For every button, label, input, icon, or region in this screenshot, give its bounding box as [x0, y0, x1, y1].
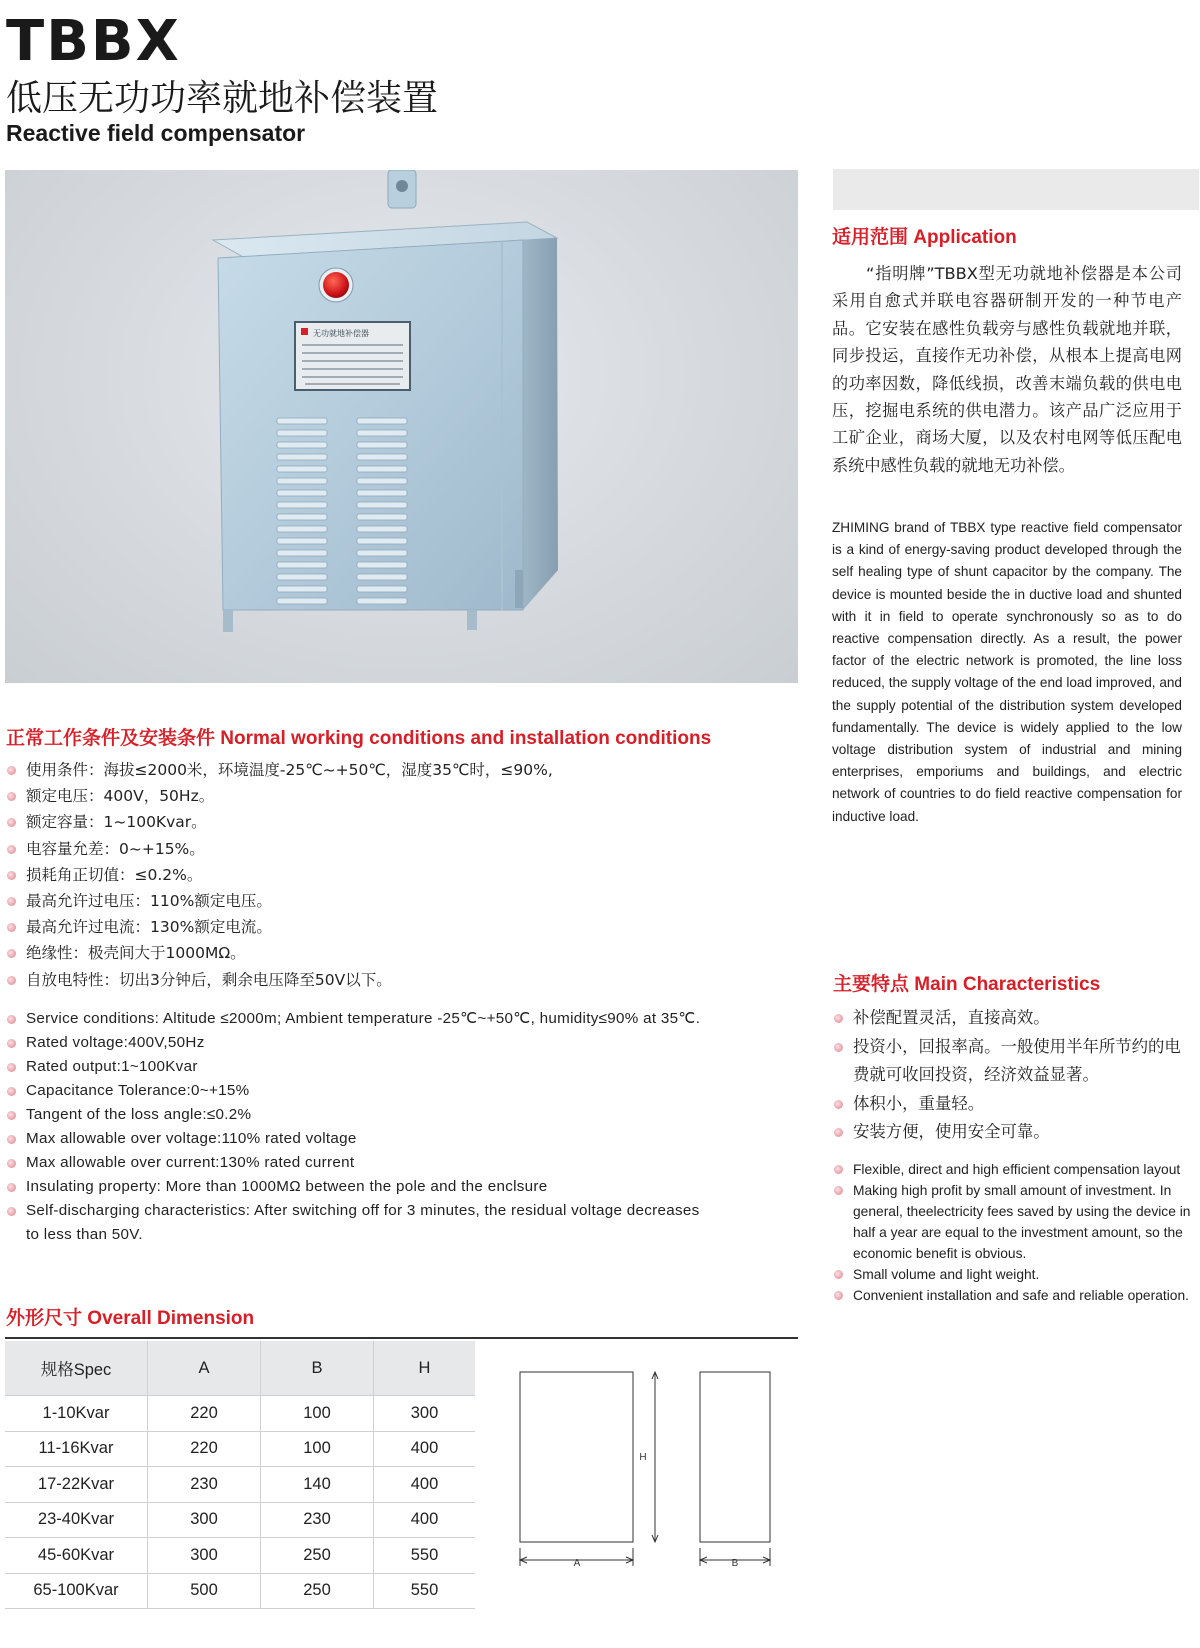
header-a: A	[148, 1341, 261, 1396]
louver-slat	[357, 478, 407, 484]
dimension-heading	[6, 1303, 254, 1330]
list-item: 安装方便，使用安全可靠。	[833, 1118, 1193, 1147]
cell-a: 220	[148, 1396, 261, 1432]
product-photo	[5, 170, 798, 683]
list-item: 损耗角正切值：≤0.2%。	[6, 862, 786, 888]
louver-slat	[357, 502, 407, 508]
conditions-heading	[6, 723, 711, 750]
front-view-outline	[520, 1372, 633, 1542]
product-title-cn: 低压无功功率就地补偿装置	[6, 78, 439, 119]
label-b: B	[731, 1558, 739, 1569]
dimension-heading-cn: 外形尺寸	[6, 1307, 83, 1329]
product-title-en: Reactive field compensator	[6, 120, 306, 146]
application-heading	[832, 222, 1017, 249]
louver-slat	[277, 466, 327, 472]
louver-slat	[277, 418, 327, 424]
application-text-cn: “指明牌”TBBX型无功就地补偿器是本公司采用自愈式并联电容器研制开发的一种节电产品。它安装在感性负载旁与感性负载就地并联，同步投运，直接作无功补偿，从根本上提高电网的功率因数，降低线损，改善末端负载的供电电压，挖掘电系统的供电潜力。该产品广泛应用于工矿企业，商场大厦，以及农村电网等低压配电系统中感性负载的就地无功补偿。	[832, 264, 1182, 475]
table-row	[5, 1573, 475, 1609]
louver-slat	[277, 598, 327, 604]
list-item: Max allowable over voltage:110% rated voltage	[6, 1127, 706, 1151]
conditions-heading-en: Normal working conditions and installation conditions	[220, 728, 712, 749]
cell-h: 550	[374, 1573, 476, 1609]
dimension-divider	[5, 1337, 798, 1339]
louver-slat	[357, 430, 407, 436]
cell-h: 300	[374, 1396, 476, 1432]
louver-slat	[277, 490, 327, 496]
cell-b: 100	[261, 1431, 374, 1467]
cell-b: 230	[261, 1502, 374, 1538]
louver-slat	[357, 442, 407, 448]
cell-b: 250	[261, 1573, 374, 1609]
cell-h: 550	[374, 1538, 476, 1574]
list-item: Max allowable over current:130% rated current	[6, 1151, 706, 1175]
cell-a: 300	[148, 1538, 261, 1574]
louver-slat	[357, 586, 407, 592]
list-item: 自放电特性：切出3分钟后，剩余电压降至50V以下。	[6, 967, 786, 993]
cell-spec: 11-16Kvar	[5, 1431, 148, 1467]
list-item: 电容量允差：0~+15%。	[6, 836, 786, 862]
cell-a: 300	[148, 1502, 261, 1538]
list-item: Rated output:1~100Kvar	[6, 1055, 706, 1079]
list-item: 额定电压：400V，50Hz。	[6, 783, 786, 809]
dimension-table	[5, 1341, 475, 1609]
application-heading-cn: 适用范围	[832, 226, 909, 248]
dimension-heading-en: Overall Dimension	[87, 1308, 255, 1329]
list-item: 补偿配置灵活，直接高效。	[833, 1004, 1193, 1033]
characteristics-list-en	[833, 1159, 1199, 1306]
louver-slat	[357, 418, 407, 424]
louver-slat	[277, 454, 327, 460]
table-row	[5, 1467, 475, 1503]
conditions-list-en	[6, 1007, 706, 1247]
list-item: 使用条件：海拔≤2000米，环境温度-25℃~+50℃，湿度35℃时，≤90%,	[6, 757, 786, 783]
list-item: 最高允许过电流：130%额定电流。	[6, 914, 786, 940]
table-row	[5, 1396, 475, 1432]
louver-slat	[357, 454, 407, 460]
side-view-outline	[700, 1372, 770, 1542]
application-heading-en: Application	[913, 227, 1017, 248]
cell-a: 220	[148, 1431, 261, 1467]
list-item: Self-discharging characteristics: After switching off for 3 minutes, the residual voltage decreases to less than 50V.	[6, 1199, 706, 1247]
louver-slat	[357, 514, 407, 520]
cell-spec: 65-100Kvar	[5, 1573, 148, 1609]
list-item: 额定容量：1~100Kvar。	[6, 809, 786, 835]
table-row	[5, 1502, 475, 1538]
cell-b: 100	[261, 1396, 374, 1432]
louver-slat	[277, 478, 327, 484]
list-item: Service conditions: Altitude ≤2000m; Ambient temperature -25℃~+50℃, humidity≤90% at 35℃.	[6, 1007, 706, 1031]
louver-slat	[357, 526, 407, 532]
characteristics-heading-cn: 主要特点	[833, 973, 910, 995]
louver-slat	[277, 502, 327, 508]
dimension-drawing	[505, 1370, 805, 1610]
header-spec: 规格Spec	[5, 1341, 148, 1396]
nameplate-title: 无功就地补偿器	[313, 329, 369, 338]
table-row	[5, 1538, 475, 1574]
list-item: Rated voltage:400V,50Hz	[6, 1031, 706, 1055]
characteristics-list-cn	[833, 1004, 1193, 1147]
model-code: TBBX	[6, 9, 181, 74]
cell-h: 400	[374, 1431, 476, 1467]
cell-spec: 1-10Kvar	[5, 1396, 148, 1432]
louver-slat	[357, 466, 407, 472]
cell-h: 400	[374, 1467, 476, 1503]
louver-slat	[357, 490, 407, 496]
decorative-bar	[833, 169, 1199, 210]
cell-spec: 17-22Kvar	[5, 1467, 148, 1503]
conditions-list-cn	[6, 757, 786, 993]
cell-spec: 23-40Kvar	[5, 1502, 148, 1538]
list-item: 投资小，回报率高。一般使用半年所节约的电费就可收回投资，经济效益显著。	[833, 1033, 1193, 1090]
list-item: Flexible, direct and high efficient compensation layout	[833, 1159, 1199, 1180]
conditions-heading-cn: 正常工作条件及安装条件	[6, 727, 216, 749]
list-item: 绝缘性：极壳间大于1000MΩ。	[6, 940, 786, 966]
cell-spec: 45-60Kvar	[5, 1538, 148, 1574]
cell-b: 250	[261, 1538, 374, 1574]
louver-slat	[357, 550, 407, 556]
characteristics-heading	[833, 969, 1100, 996]
louver-slat	[357, 574, 407, 580]
louver-slat	[277, 442, 327, 448]
cell-b: 140	[261, 1467, 374, 1503]
louver-slat	[277, 586, 327, 592]
list-item: Convenient installation and safe and reliable operation.	[833, 1285, 1199, 1306]
list-item: Insulating property: More than 1000MΩ between the pole and the enclsure	[6, 1175, 706, 1199]
louver-slat	[277, 550, 327, 556]
louver-slat	[357, 562, 407, 568]
louver-slat	[277, 430, 327, 436]
list-item: Small volume and light weight.	[833, 1264, 1199, 1285]
louver-slat	[277, 514, 327, 520]
compensator-cabinet-illustration	[5, 170, 798, 683]
application-text-en: ZHIMING brand of TBBX type reactive field compensator is a kind of energy-saving product developed through the self healing type of shunt capacitor by the company. The device is mounted beside the in ductive load and shunted with it in field to operate synchronously so as to do reactive compensation directly. As a result, the power factor of the electric network is promoted, the line loss reduced, the supply voltage of the end load improved, and the supply potential of the distribution system developed fundamentally. The device is widely applied to the low voltage distribution system of industrial and mining enterprises, emporiums and buildings, and electric network of countries to do field reactive compensation for inductive load.	[832, 520, 1182, 824]
list-item: 体积小，重量轻。	[833, 1090, 1193, 1119]
louver-slat	[277, 574, 327, 580]
header-h: H	[374, 1341, 476, 1396]
louver-slat	[357, 598, 407, 604]
header-b: B	[261, 1341, 374, 1396]
cell-h: 400	[374, 1502, 476, 1538]
louver-slat	[277, 538, 327, 544]
list-item: 最高允许过电压：110%额定电压。	[6, 888, 786, 914]
label-h: H	[639, 1452, 647, 1463]
list-item: Tangent of the loss angle:≤0.2%	[6, 1103, 706, 1127]
louver-slat	[357, 538, 407, 544]
louver-slat	[277, 562, 327, 568]
list-item: Making high profit by small amount of investment. In general, theelectricity fees saved by using the device in half a year are equal to the investment amount, so the economic benefit is obvious.	[833, 1180, 1199, 1264]
characteristics-heading-en: Main Characteristics	[914, 974, 1101, 995]
louver-slat	[277, 526, 327, 532]
table-row	[5, 1431, 475, 1467]
list-item: Capacitance Tolerance:0~+15%	[6, 1079, 706, 1103]
cell-a: 230	[148, 1467, 261, 1503]
table-header-row	[5, 1341, 475, 1396]
cell-a: 500	[148, 1573, 261, 1609]
label-a: A	[573, 1558, 581, 1569]
